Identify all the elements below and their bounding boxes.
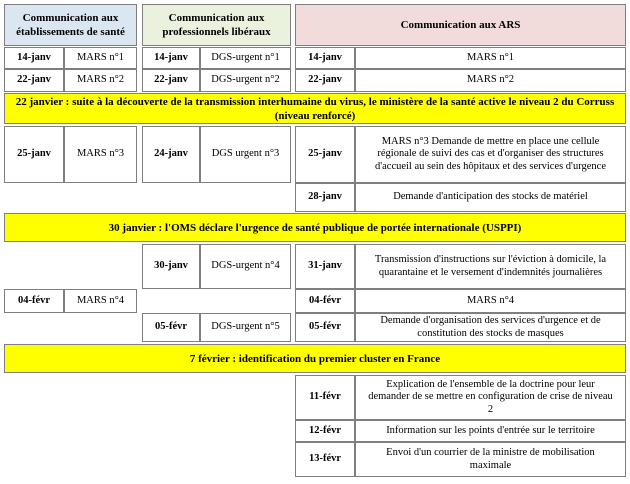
ars-text-10: Envoi d'un courrier de la ministre de mobilisation maximale: [355, 442, 626, 477]
prof-date-4: 30-janv: [142, 244, 200, 289]
ars-text-1: MARS n°1: [355, 47, 626, 69]
etab-date-4: 04-févr: [4, 289, 64, 313]
ars-text-2: MARS n°2: [355, 69, 626, 92]
ars-text-4: Demande d'anticipation des stocks de matériel: [355, 183, 626, 212]
banner-30-janvier: 30 janvier : l'OMS déclare l'urgence de santé publique de portée internationale (USPPI): [4, 213, 626, 242]
header-etablissements-label: Communication aux établissements de santé: [16, 12, 125, 38]
prof-text-3: DGS urgent n°3: [200, 126, 291, 183]
etab-date-1: 14-janv: [4, 47, 64, 69]
prof-date-1: 14-janv: [142, 47, 200, 69]
ars-text-5: Transmission d'instructions sur l'éviction à domicile, la quarantaine et le versement d'indemnités journalières: [355, 244, 626, 289]
ars-date-3: 25-janv: [295, 126, 355, 183]
etab-date-2: 22-janv: [4, 69, 64, 92]
prof-date-3: 24-janv: [142, 126, 200, 183]
ars-text-6: MARS n°4: [355, 289, 626, 313]
etab-text-3: MARS n°3: [64, 126, 137, 183]
ars-text-9: Information sur les points d'entrée sur le territoire: [355, 420, 626, 442]
prof-text-4: DGS-urgent n°4: [200, 244, 291, 289]
prof-text-2: DGS-urgent n°2: [200, 69, 291, 92]
prof-date-5: 05-févr: [142, 313, 200, 342]
header-ars: [295, 4, 626, 46]
header-professionnels-label: Communication aux professionnels libéraux: [162, 12, 271, 38]
ars-date-1: 14-janv: [295, 47, 355, 69]
ars-text-7: Demande d'organisation des services d'urgence et de constitution des stocks de masques: [355, 313, 626, 342]
etab-text-2: MARS n°2: [64, 69, 137, 92]
header-ars-label: Communication aux ARS: [400, 19, 521, 31]
ars-date-10: 13-févr: [295, 442, 355, 477]
header-professionnels: [142, 4, 291, 46]
ars-text-3: MARS n°3 Demande de mettre en place une cellule régionale de suivi des cas et d'organiser des structures d'accueil au sein des hôpitaux et des services d'urgence: [355, 126, 626, 183]
etab-text-4: MARS n°4: [64, 289, 137, 313]
banner-22-janvier: 22 janvier : suite à la découverte de la transmission interhumaine du virus, le ministère de la santé active le niveau 2 du Corruss (niveau renforcé): [4, 93, 626, 124]
ars-text-8: Explication de l'ensemble de la doctrine pour leur demander de se mettre en configuration de crise de niveau 2: [355, 375, 626, 420]
header-etablissements: [4, 4, 137, 46]
ars-date-9: 12-févr: [295, 420, 355, 442]
etab-text-1: MARS n°1: [64, 47, 137, 69]
prof-date-2: 22-janv: [142, 69, 200, 92]
etab-date-3: 25-janv: [4, 126, 64, 183]
prof-text-5: DGS-urgent n°5: [200, 313, 291, 342]
ars-date-5: 31-janv: [295, 244, 355, 289]
prof-text-1: DGS-urgent n°1: [200, 47, 291, 69]
ars-date-7: 05-févr: [295, 313, 355, 342]
banner-7-fevrier: 7 février : identification du premier cluster en France: [4, 344, 626, 373]
ars-date-6: 04-févr: [295, 289, 355, 313]
ars-date-8: 11-févr: [295, 375, 355, 420]
ars-date-4: 28-janv: [295, 183, 355, 212]
ars-date-2: 22-janv: [295, 69, 355, 92]
